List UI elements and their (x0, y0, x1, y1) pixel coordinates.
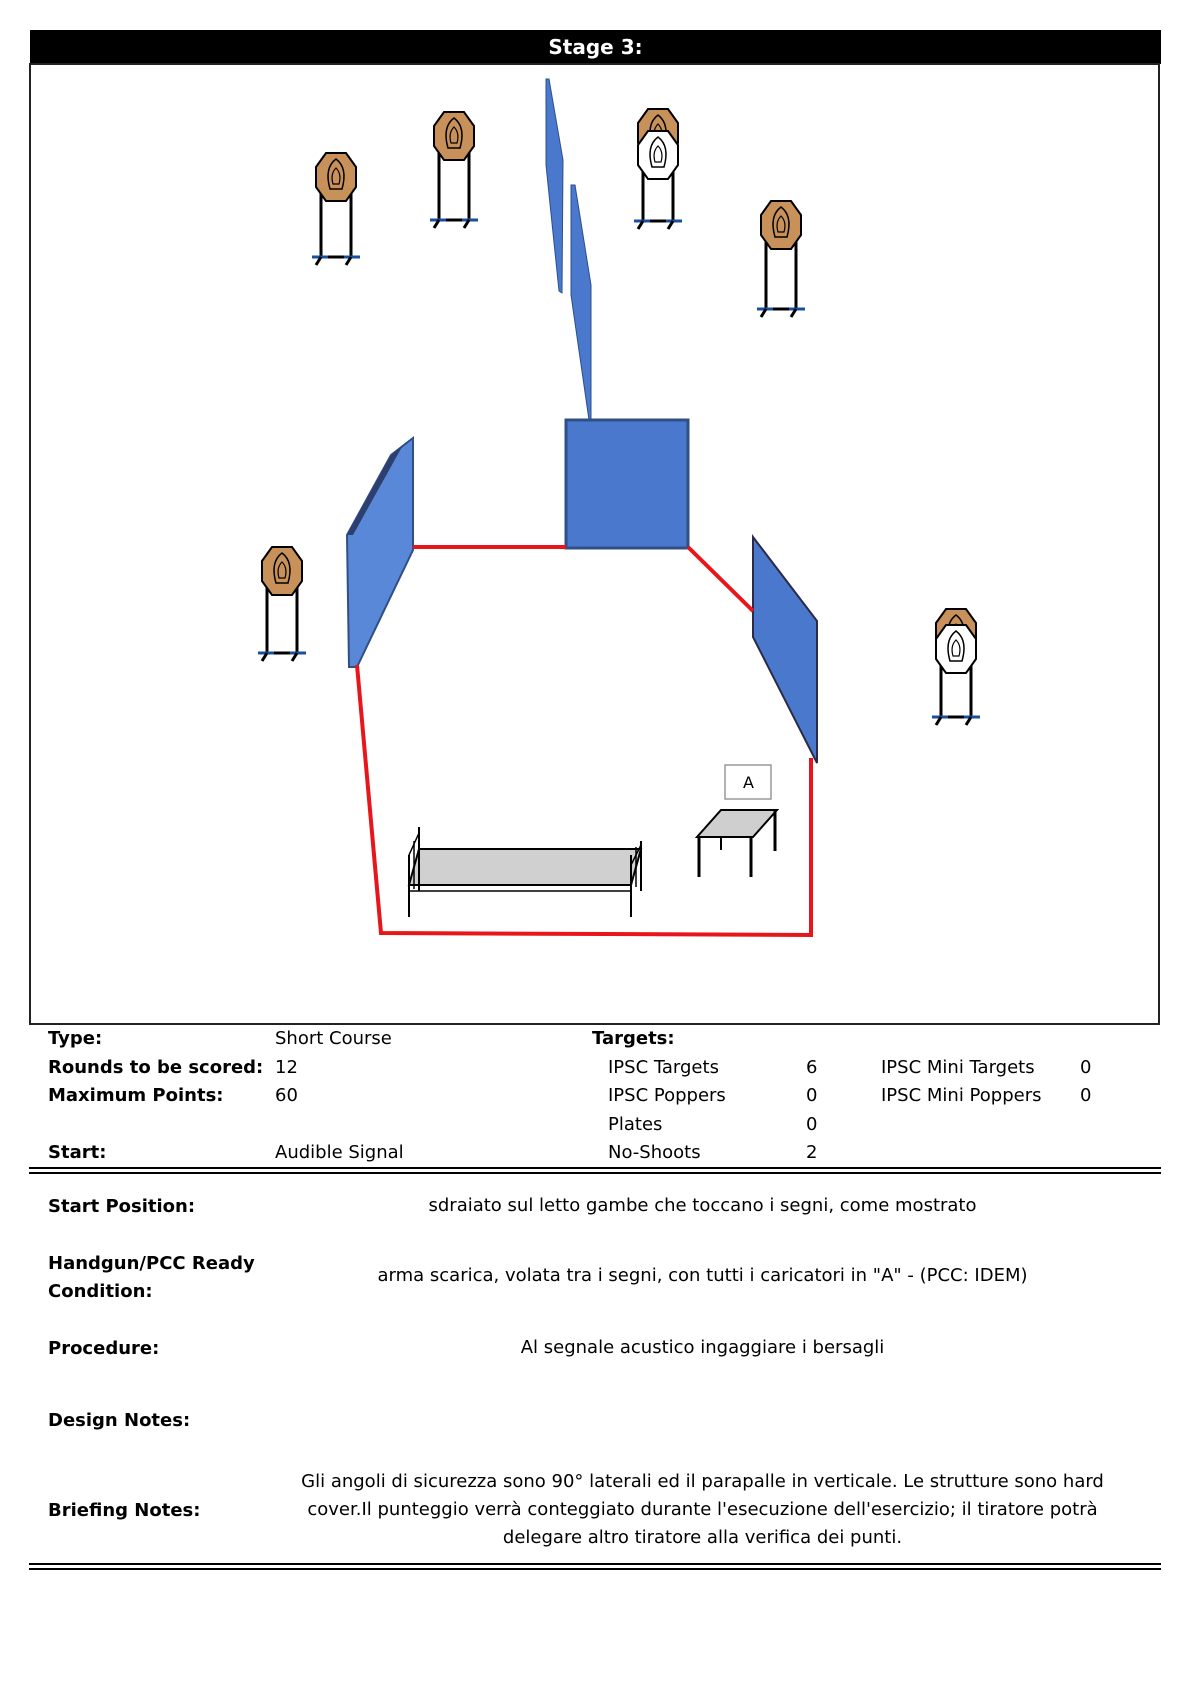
max-points-label: Maximum Points: (48, 1085, 224, 1106)
ipsc-target-2 (430, 112, 478, 228)
briefing-line-2: cover.Il punteggio verrà conteggiato durante l'esecuzione dell'esercizio; il tiratore potrà (307, 1499, 1098, 1520)
start-position-label: Start Position: (48, 1196, 196, 1217)
right-wall (753, 537, 817, 763)
stage-title-bar (30, 30, 1161, 64)
rounds-label: Rounds to be scored: (48, 1057, 264, 1078)
stage-title: Stage 3: (548, 35, 643, 59)
far-wall-2 (571, 185, 591, 420)
ipsc-targets-label: IPSC Targets (608, 1057, 719, 1078)
ipsc-mini-targets-value: 0 (1080, 1057, 1092, 1078)
briefing-notes-label: Briefing Notes: (48, 1500, 201, 1521)
procedure-label: Procedure: (48, 1338, 160, 1359)
ipsc-target-6-with-noshoot (932, 609, 980, 725)
table (697, 810, 777, 877)
ready-condition-label-2: Condition: (48, 1281, 153, 1302)
start-position-value: sdraiato sul letto gambe che toccano i segni, come mostrato (428, 1195, 977, 1216)
procedure-value: Al segnale acustico ingaggiare i bersagli (520, 1337, 885, 1358)
plates-label: Plates (608, 1114, 663, 1135)
type-value: Short Course (275, 1028, 392, 1049)
ipsc-target-4 (757, 201, 805, 317)
max-points-value: 60 (275, 1085, 298, 1106)
ready-condition-label-1: Handgun/PCC Ready (48, 1253, 255, 1274)
no-shoots-label: No-Shoots (608, 1142, 701, 1163)
no-shoots-value: 2 (806, 1142, 818, 1163)
far-wall-1 (546, 79, 563, 293)
start-label: Start: (48, 1142, 107, 1163)
ipsc-poppers-label: IPSC Poppers (608, 1085, 726, 1106)
type-label: Type: (48, 1028, 103, 1049)
design-notes-label: Design Notes: (48, 1410, 191, 1431)
bottom-divider (29, 1563, 1161, 1570)
marker-a-label: A (743, 773, 754, 792)
center-wall (566, 420, 688, 548)
briefing-line-1: Gli angoli di sicurezza sono 90° laterali ed il parapalle in verticale. Le strutture sono hard (301, 1471, 1104, 1492)
briefing-line-3: delegare altro tiratore alla verifica dei punti. (502, 1527, 903, 1548)
rounds-value: 12 (275, 1057, 298, 1078)
ipsc-mini-poppers-value: 0 (1080, 1085, 1092, 1106)
ipsc-targets-value: 6 (806, 1057, 818, 1078)
ipsc-poppers-value: 0 (806, 1085, 818, 1106)
ipsc-target-3-with-noshoot (634, 109, 682, 229)
bed (409, 827, 641, 917)
ready-condition-value: arma scarica, volata tra i segni, con tutti i caricatori in "A" - (PCC: IDEM) (377, 1265, 1028, 1286)
ipsc-mini-targets-label: IPSC Mini Targets (881, 1057, 1035, 1078)
stage-diagram-svg (31, 65, 1162, 1027)
ipsc-target-1 (312, 153, 360, 265)
start-value: Audible Signal (275, 1142, 404, 1163)
left-wall (347, 438, 413, 667)
stage-diagram (29, 63, 1160, 1025)
ipsc-mini-poppers-label: IPSC Mini Poppers (881, 1085, 1042, 1106)
plates-value: 0 (806, 1114, 818, 1135)
marker-a-box (725, 765, 771, 799)
briefing-notes-value (290, 1468, 1115, 1552)
info-divider (29, 1167, 1161, 1174)
targets-label: Targets: (592, 1028, 675, 1049)
ipsc-target-5 (258, 547, 306, 661)
